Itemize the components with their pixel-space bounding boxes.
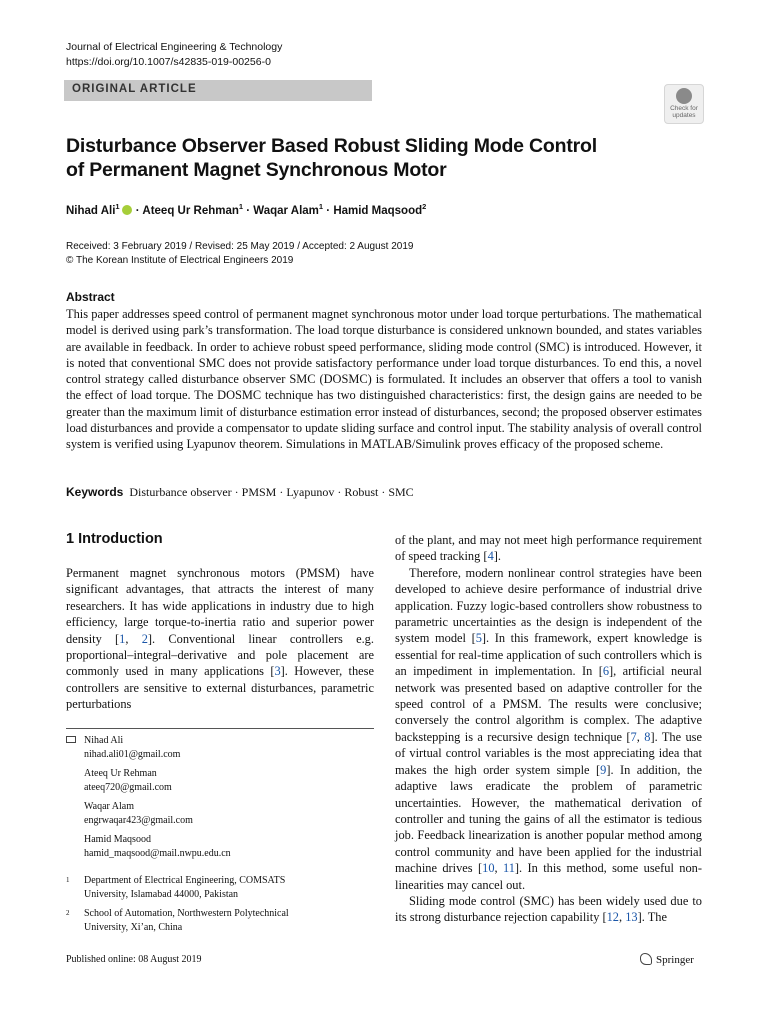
journal-name: Journal of Electrical Engineering & Technology (66, 41, 283, 53)
citation-link[interactable]: 10 (482, 861, 495, 876)
citation-link[interactable]: 8 (644, 729, 651, 744)
body-text: ]. In addition, the adaptive laws eradicate the problem of parametric uncertainties. However, the mathematical derivation of controller and tuning the gains of all the estimator is tedious job. Feedback linearization is another popular method among control community and have been applied for the industrial machine drives [ (395, 762, 702, 876)
contact-entry (84, 767, 374, 794)
contact-email[interactable]: nihad.ali01@gmail.com (84, 748, 181, 760)
contact-name: Nihad Ali (84, 735, 124, 746)
doi-link[interactable]: https://doi.org/10.1007/s42835-019-00256-0 (66, 56, 271, 68)
journal-header (66, 40, 282, 70)
body-column-left (66, 565, 374, 713)
footnote-divider (66, 728, 374, 729)
published-online: Published online: 08 August 2019 (66, 954, 202, 965)
body-text: , (636, 729, 645, 744)
body-text: Sliding mode control (SMC) has been widely used due to its strong disturbance rejection capability [ (395, 893, 702, 925)
body-text: Permanent magnet synchronous motors (PMSM) have significant advantages, that attracts the interest of many researchers. It has wide applications in industry due to high efficiency, large torque-to-inertia ratio and superior power density [ (66, 566, 374, 646)
body-text: ]. However, these controllers are sensitive to external disturbances, parametric perturbations (66, 664, 374, 712)
author-affiliation: 1 (115, 202, 120, 211)
title-line-2: of Permanent Magnet Synchronous Motor (66, 159, 447, 181)
affiliation-number: 2 (66, 909, 70, 917)
abstract-text: This paper addresses speed control of permanent magnet synchronous motor under load torque perturbations. The mathematical model is derived using park’s transformation. The load torque disturbance is considered unknown bounded, and states variables are available in feedback. In order to achieve robust speed performance, sliding mode control (SMC) is introduced. However, it is noted that conventional SMC does not provide satisfactory performance under load torque disturbances. To end this, a novel control strategy called disturbance observer SMC (DOSMC) is formulated. It includes an observer that offers a tool to vanish the effect of load torque. The DOSMC technique has two distinguished characteristics: first, the design gains are needed to be greater than the maximum limit of disturbance estimation error instead of disturbances, second; the proposed observer estimates load disturbances and provide a compensator to update sliding surface and control input. The stability analysis of overall control system is verified using Lyapunov theorem. Simulations in MATLAB/Simulink proves efficacy of the proposed scheme. (66, 307, 702, 452)
contact-name: Hamid Maqsood (84, 834, 151, 845)
author-list (66, 202, 426, 217)
publisher-name: Springer (656, 954, 694, 966)
author-separator: · (243, 204, 254, 217)
paper-title (66, 134, 626, 182)
affiliation-entry (66, 874, 374, 901)
abstract-heading: Abstract (66, 290, 115, 304)
paragraph (395, 893, 702, 926)
badge-line-1: Check for (670, 105, 698, 112)
citation-link[interactable]: 6 (602, 664, 610, 679)
keywords-list: Disturbance observer · PMSM · Lyapunov · Robust · SMC (129, 485, 414, 499)
affiliation-line: University, Xi’an, China (84, 921, 183, 933)
citation-link[interactable]: 1 (119, 631, 126, 646)
author-separator: · (132, 204, 143, 217)
affiliation-number: 1 (66, 876, 70, 884)
affiliation-line: School of Automation, Northwestern Polytechnical (84, 908, 289, 919)
keywords-label: Keywords (66, 485, 124, 499)
author-name[interactable]: Hamid Maqsood (333, 204, 423, 217)
body-text: , (125, 631, 142, 646)
body-text: ]. In this method, some useful non-linearities may cancel out. (395, 861, 702, 892)
citation-link[interactable]: 2 (141, 631, 148, 646)
body-text: ]. The use of virtual control variables is the most appreciating idea that makes the high order system simple [ (395, 729, 702, 777)
author-affiliation: 2 (422, 202, 427, 211)
contact-email[interactable]: ateeq720@gmail.com (84, 781, 172, 793)
contact-email[interactable]: hamid_maqsood@mail.nwpu.edu.cn (84, 847, 231, 859)
citation-link[interactable]: 7 (630, 729, 637, 744)
citation-link[interactable]: 4 (487, 549, 494, 564)
author-name[interactable]: Nihad Ali (66, 204, 116, 217)
citation-link[interactable]: 13 (625, 910, 638, 925)
springer-horse-icon (640, 953, 652, 965)
citation-link[interactable]: 5 (475, 631, 482, 646)
dates-line: Received: 3 February 2019 / Revised: 25 May 2019 / Accepted: 2 August 2019 (66, 241, 414, 252)
author-name[interactable]: Waqar Alam (253, 204, 319, 217)
bookmark-icon (676, 88, 692, 104)
envelope-icon (66, 736, 76, 743)
citation-link[interactable]: 11 (502, 861, 515, 876)
keywords-line (66, 485, 414, 500)
citation-link[interactable]: 3 (274, 664, 281, 679)
publisher-logo (640, 953, 694, 966)
publication-history (66, 240, 413, 268)
contact-name: Ateeq Ur Rehman (84, 768, 157, 779)
citation-link[interactable]: 12 (606, 910, 619, 925)
copyright-line: © The Korean Institute of Electrical Engineers 2019 (66, 255, 294, 266)
check-for-updates-badge[interactable] (664, 84, 704, 124)
body-text: , (619, 910, 626, 925)
body-text: , (494, 861, 503, 876)
article-type-band (64, 80, 372, 101)
body-text: ]. (493, 549, 501, 564)
affiliation-entry (66, 907, 374, 934)
badge-line-2: updates (672, 112, 696, 119)
author-separator: · (323, 204, 334, 217)
citation-link[interactable]: 9 (600, 762, 607, 777)
author-affiliation: 1 (238, 202, 244, 211)
body-column-right (395, 532, 702, 926)
title-line-1: Disturbance Observer Based Robust Sliding Mode Control (66, 135, 597, 157)
body-text: Therefore, modern nonlinear control strategies have been developed to achieve desire performance of industrial drive application. Fuzzy logic-based controllers show robustness to parametric uncertainties as the design is independent of the system model [ (395, 565, 702, 646)
affiliation-line: University, Islamabad 44000, Pakistan (84, 888, 239, 900)
body-text: of the plant, and may not meet high performance requirement of speed tracking [ (395, 533, 702, 564)
contact-entry (84, 833, 374, 860)
author-contacts (66, 734, 374, 940)
contact-name: Waqar Alam (84, 801, 135, 812)
body-text: ]. The (637, 910, 667, 925)
article-type-label: ORIGINAL ARTICLE (72, 83, 197, 95)
paragraph (395, 532, 702, 565)
orcid-icon[interactable] (122, 205, 132, 215)
affiliation-line: Department of Electrical Engineering, COMSATS (84, 875, 286, 886)
contact-entry (84, 734, 374, 761)
author-name[interactable]: Ateeq Ur Rehman (142, 204, 239, 217)
paragraph (395, 565, 702, 893)
body-text: ], artificial neural network was presented based on adaptive controller for the speed control of a PMSM. The results were conclusive; conversely the control algorithm is complex. The adaptive backstepping is a recursive design technique [ (395, 664, 702, 744)
author-affiliation: 1 (318, 202, 324, 211)
contact-email[interactable]: engrwaqar423@gmail.com (84, 814, 193, 826)
section-heading-introduction: 1 Introduction (66, 531, 163, 547)
contact-entry (84, 800, 374, 827)
body-text: ]. In this framework, expert knowledge is essential for real-time application of such controllers which is an impediment in implementation. In [ (395, 631, 702, 679)
body-text: ]. Conventional linear controllers e.g. proportional–integral–derivative and pole placement are commonly used in many applications [ (66, 631, 374, 679)
